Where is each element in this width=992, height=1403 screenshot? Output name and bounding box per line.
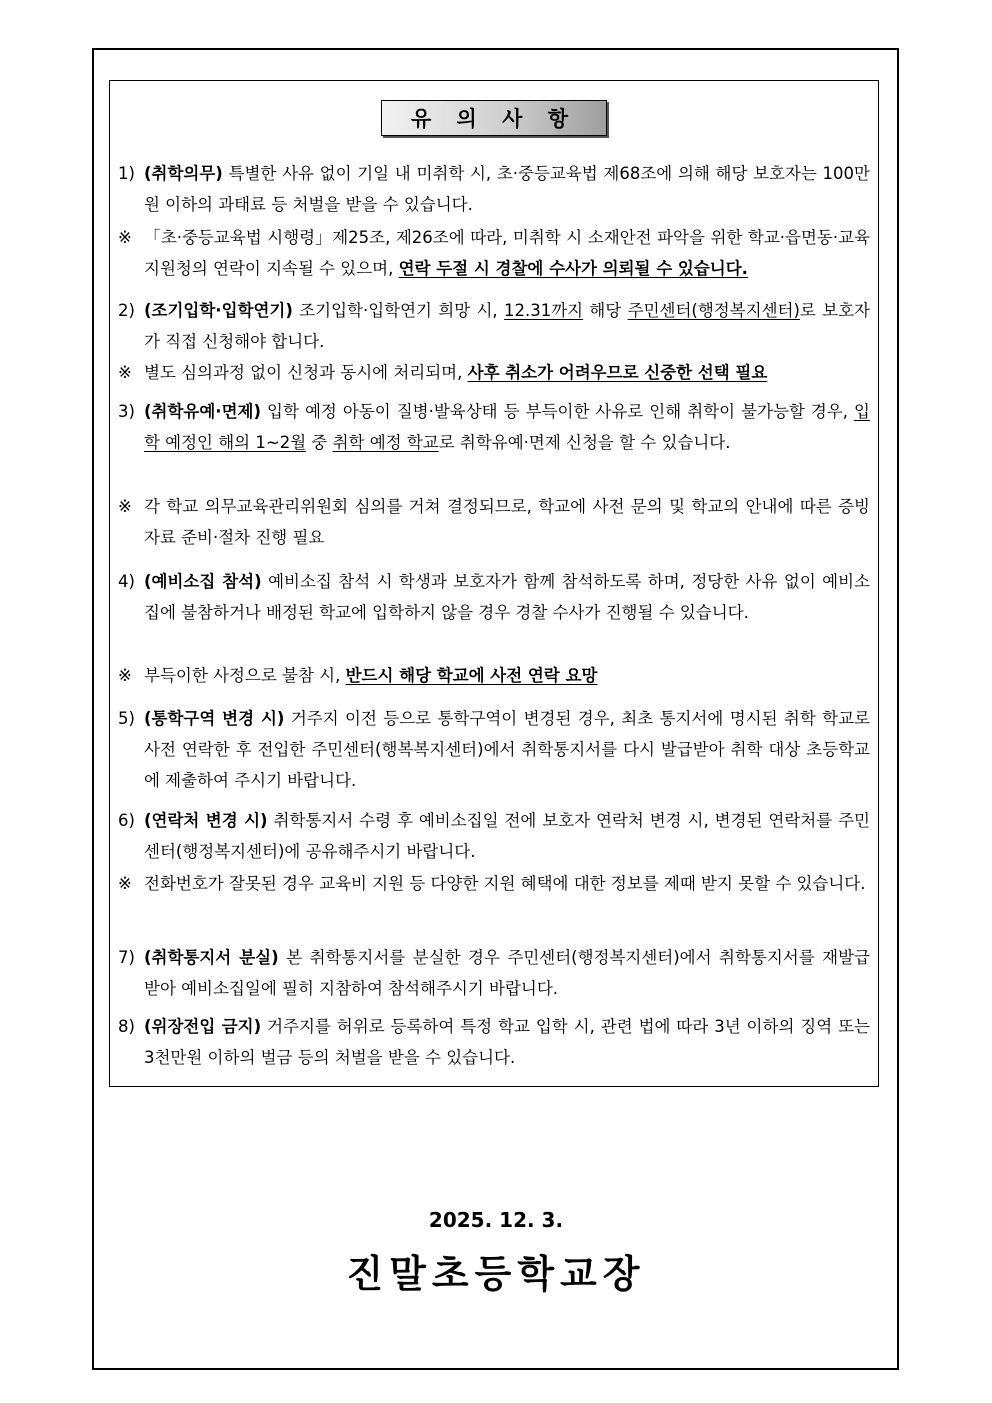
item-text: 본 취학통지서를 분실한 경우 주민센터(행정복지센터)에서 취학통지서를 재발급 받아 예비소집일에 필히 지참하여 참석해주시기 바랍니다.	[144, 948, 870, 998]
item-text: 로 보호자가 직접 신청해야 합니다.	[144, 301, 870, 351]
item-underline-deadline: 12.31까지	[503, 301, 584, 320]
notice-item-1	[118, 158, 870, 220]
note-emphasis: 사후 취소가 어려우므로 신중한 선택 필요	[467, 363, 768, 382]
item-number: 6)	[118, 811, 135, 830]
note-mark: ※	[118, 874, 132, 893]
item-heading: (조기입학·입학연기)	[144, 301, 293, 320]
notice-title: 유 의 사 항	[381, 100, 607, 136]
item-text: 입학 예정 아동이 질병·발육상태 등 부득이한 사유로 인해 취학이 불가능할 경우,	[260, 402, 855, 421]
note-text: 전화번호가 잘못된 경우 교육비 지원 등 다양한 지원 혜택에 대한 정보를 제때 받지 못할 수 있습니다.	[144, 874, 866, 893]
notice-note-1	[118, 222, 870, 284]
notice-item-7	[118, 942, 870, 1004]
item-number: 5)	[118, 709, 135, 728]
notice-item-6	[118, 805, 870, 867]
school-principal-signature: 진말초등학교장	[346, 1252, 646, 1296]
item-heading: (예비소집 참석)	[144, 572, 262, 591]
notice-item-3	[118, 396, 870, 458]
item-heading: (취학통지서 분실)	[144, 948, 279, 967]
item-text: 해당	[583, 301, 628, 320]
item-number: 4)	[118, 572, 135, 591]
item-number: 8)	[118, 1017, 135, 1036]
item-underline-office: 주민센터(행정복지센터)	[627, 301, 800, 320]
notice-note-4	[118, 660, 870, 691]
item-text: 거주지를 허위로 등록하여 특정 학교 입학 시, 관련 법에 따라 3년 이하의 징역 또는 3천만원 이하의 벌금 등의 처벌을 받을 수 있습니다.	[144, 1017, 870, 1067]
item-underline-period: 입학 예정인 해의 1~2월	[144, 402, 870, 452]
note-mark: ※	[118, 497, 132, 516]
item-heading: (취학유예·면제)	[144, 402, 261, 421]
item-text: 로 취학유예·면제 신청을 할 수 있습니다.	[438, 433, 731, 452]
item-number: 3)	[118, 402, 135, 421]
notice-item-8	[118, 1011, 870, 1073]
item-number: 7)	[118, 948, 135, 967]
notice-note-3	[118, 491, 870, 553]
item-text: 특별한 사유 없이 기일 내 미취학 시, 초·중등교육법 제68조에 의해 해당 보호자는 100만원 이하의 과태료 등 처벌을 받을 수 있습니다.	[144, 164, 870, 214]
note-text: 각 학교 의무교육관리위원회 심의를 거쳐 결정되므로, 학교에 사전 문의 및 학교의 안내에 따른 증빙자료 준비·절차 진행 필요	[144, 497, 870, 547]
item-underline-school: 취학 예정 학교	[332, 433, 439, 452]
notice-item-2	[118, 295, 870, 357]
notice-note-6	[118, 868, 870, 899]
note-text: 「초·중등교육법 시행령」제25조, 제26조에 따라, 미취학 시 소재안전 파악을 위한 학교·읍면동·교육지원청의 연락이 지속될 수 있으며,	[144, 228, 870, 278]
note-mark: ※	[118, 228, 132, 247]
note-text: 부득이한 사정으로 불참 시,	[144, 666, 346, 685]
item-text: 중	[306, 433, 333, 452]
item-heading: (취학의무)	[144, 164, 223, 183]
item-heading: (연락처 변경 시)	[144, 811, 268, 830]
notice-item-4	[118, 566, 870, 628]
item-number: 2)	[118, 301, 135, 320]
item-text: 조기입학·입학연기 희망 시,	[292, 301, 504, 320]
notice-item-5	[118, 703, 870, 796]
item-text: 거주지 이전 등으로 통학구역이 변경된 경우, 최초 통지서에 명시된 취학 학교로 사전 연락한 후 전입한 주민센터(행복복지센터)에서 취학통지서를 다시 발급받아 취학 대상 초등학교에 제출하여 주시기 바랍니다.	[144, 709, 870, 790]
item-number: 1)	[118, 164, 135, 183]
note-text: 별도 심의과정 없이 신청과 동시에 처리되며,	[144, 363, 468, 382]
issue-date: 2025. 12. 3.	[428, 1208, 564, 1232]
note-emphasis: 반드시 해당 학교에 사전 연락 요망	[345, 666, 598, 685]
note-mark: ※	[118, 363, 132, 382]
note-mark: ※	[118, 666, 132, 685]
item-heading: (통학구역 변경 시)	[144, 709, 285, 728]
item-text: 예비소집 참석 시 학생과 보호자가 함께 참석하도록 하며, 정당한 사유 없이 예비소집에 불참하거나 배정된 학교에 입학하지 않을 경우 경찰 수사가 진행될 수 있습니다.	[144, 572, 871, 622]
notice-note-2	[118, 357, 870, 388]
item-heading: (위장전입 금지)	[144, 1017, 262, 1036]
item-text: 취학통지서 수령 후 예비소집일 전에 보호자 연락처 변경 시, 변경된 연락처를 주민센터(행정복지센터)에 공유해주시기 바랍니다.	[144, 811, 870, 861]
note-emphasis: 연락 두절 시 경찰에 수사가 의뢰될 수 있습니다.	[398, 259, 748, 278]
